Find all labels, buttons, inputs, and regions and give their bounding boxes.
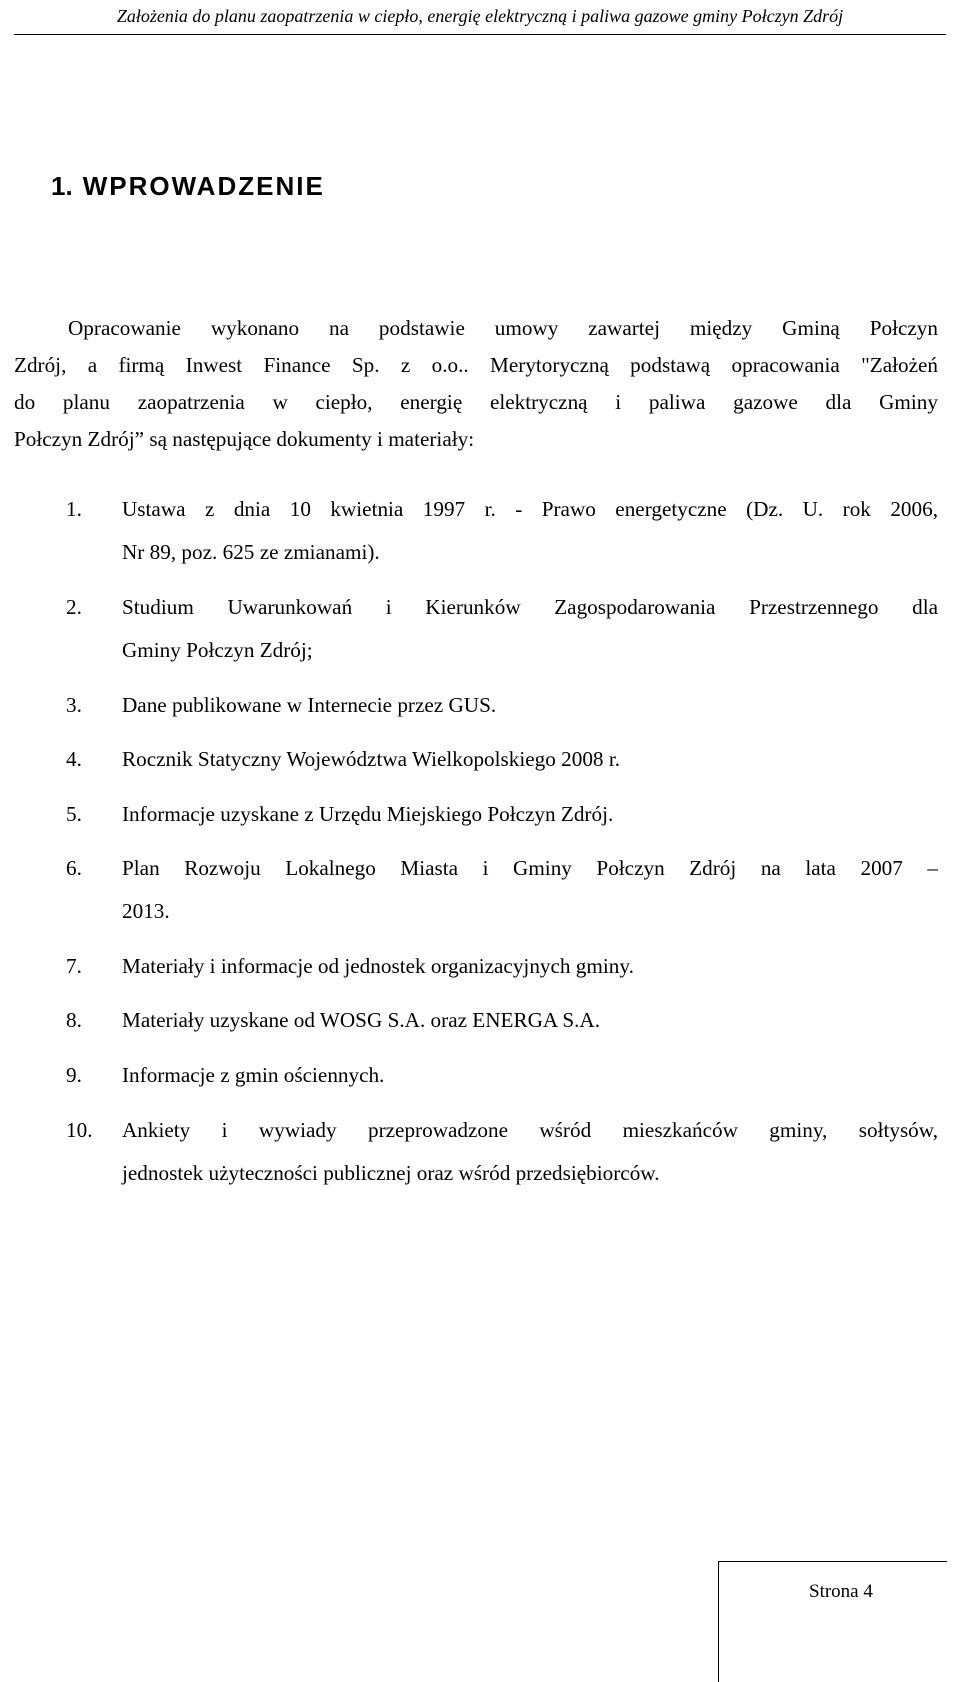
section-heading bbox=[51, 171, 325, 202]
list-item-number: 3. bbox=[66, 693, 82, 717]
list-item-number: 7. bbox=[66, 954, 82, 978]
header-rule bbox=[14, 34, 946, 35]
list-item-number: 8. bbox=[66, 1008, 82, 1032]
list-item-text: Informacje z gmin ościennych. bbox=[122, 1063, 385, 1087]
list-item-text: Rocznik Statyczny Województwa Wielkopolskiego 2008 r. bbox=[122, 747, 621, 771]
intro-paragraph bbox=[14, 310, 938, 458]
footer-box bbox=[718, 1561, 947, 1682]
intro-line: Połczyn Zdrój” są następujące dokumenty i materiały: bbox=[14, 427, 475, 451]
list-item-text: Materiały i informacje od jednostek organizacyjnych gminy. bbox=[122, 954, 634, 978]
list-item-text: Dane publikowane w Internecie przez GUS. bbox=[122, 693, 497, 717]
intro-line: Opracowanie wykonano na podstawie umowy zawartej między Gminą Połczyn bbox=[68, 316, 938, 340]
list-item-number: 1. bbox=[66, 497, 82, 521]
list-item-text: Gminy Połczyn Zdrój; bbox=[122, 638, 313, 662]
list-item-number: 9. bbox=[66, 1063, 82, 1087]
list-item-text: Studium Uwarunkowań i Kierunków Zagospodarowania Przestrzennego dla bbox=[122, 595, 938, 619]
list-item-text: jednostek użyteczności publicznej oraz wśród przedsiębiorców. bbox=[122, 1161, 660, 1185]
list-item-number: 4. bbox=[66, 747, 82, 771]
list-item-number: 2. bbox=[66, 595, 82, 619]
running-header: Założenia do planu zaopatrzenia w ciepło, energię elektryczną i paliwa gazowe gminy Połczyn Zdrój bbox=[116, 6, 844, 26]
section-title: WPROWADZENIE bbox=[82, 171, 325, 201]
list-item-text: 2013. bbox=[122, 899, 170, 923]
list-item-text: Plan Rozwoju Lokalnego Miasta i Gminy Połczyn Zdrój na lata 2007 – bbox=[122, 856, 938, 880]
page-number: Strona 4 bbox=[809, 1581, 873, 1602]
intro-line: do planu zaopatrzenia w ciepło, energię elektryczną i paliwa gazowe dla Gminy bbox=[14, 390, 938, 414]
list-item-number: 5. bbox=[66, 802, 82, 826]
list-item-number: 10. bbox=[66, 1118, 93, 1142]
list-item-number: 6. bbox=[66, 856, 82, 880]
intro-line: Zdrój, a firmą Inwest Finance Sp. z o.o.. Merytoryczną podstawą opracowania "Założeń bbox=[14, 353, 938, 377]
list-item-text: Ustawa z dnia 10 kwietnia 1997 r. - Prawo energetyczne (Dz. U. rok 2006, bbox=[122, 497, 938, 521]
list-item-text: Informacje uzyskane z Urzędu Miejskiego Połczyn Zdrój. bbox=[122, 802, 614, 826]
list-item-text: Ankiety i wywiady przeprowadzone wśród mieszkańców gminy, sołtysów, bbox=[122, 1118, 938, 1142]
section-number: 1. bbox=[51, 171, 73, 201]
list-item-text: Materiały uzyskane od WOSG S.A. oraz ENERGA S.A. bbox=[122, 1008, 601, 1032]
list-item-text: Nr 89, poz. 625 ze zmianami). bbox=[122, 540, 380, 564]
